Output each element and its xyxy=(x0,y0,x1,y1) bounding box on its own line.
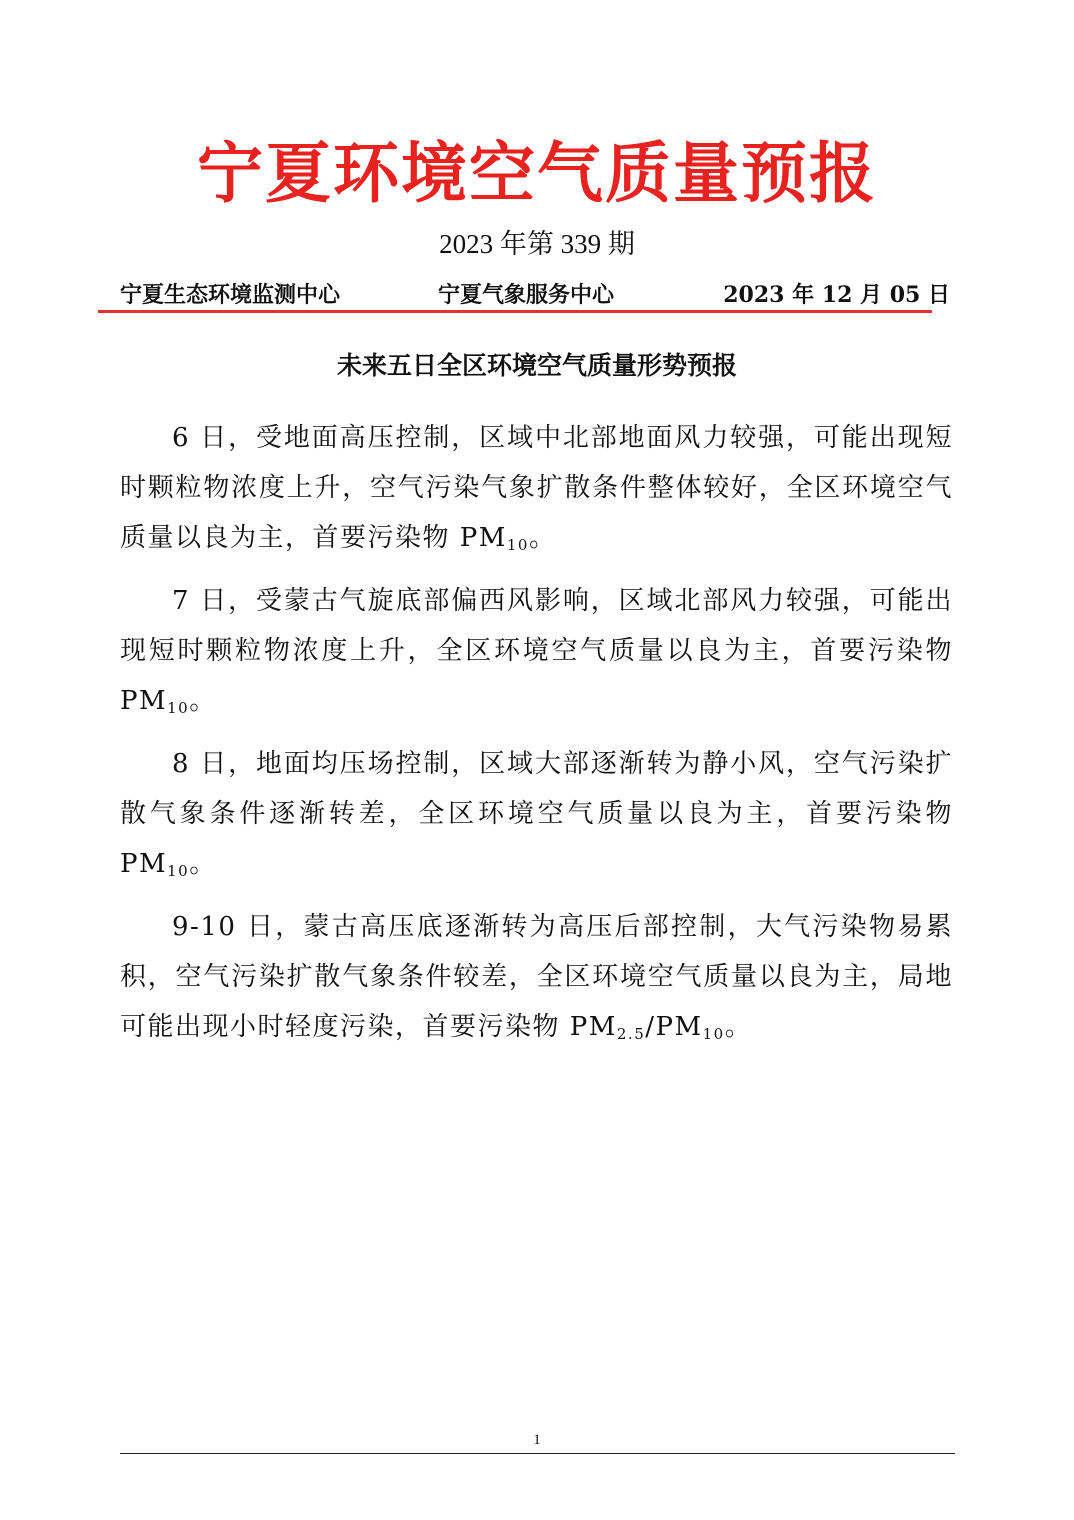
forecast-paragraph-day8: 8 日，地面均压场控制，区域大部逐渐转为静小风，空气污染扩散气象条件逐渐转差，全区环境空气质量以良为主，首要污染物$PM_{10}$。 xyxy=(120,749,953,880)
page-number: 1 xyxy=(533,1432,541,1448)
forecast-body xyxy=(120,413,953,1065)
header-divider xyxy=(98,310,932,313)
forecast-paragraph-day6: 6 日，受地面高压控制，区域中北部地面风力较强，可能出现短时颗粒物浓度上升，空气污染气象扩散条件整体较好，全区环境空气质量以良为主，首要污染物 $PM_{10}$。 xyxy=(120,423,953,554)
section-title: 未来五日全区环境空气质量形势预报 xyxy=(336,351,737,380)
issuing-org-meteorological-center: 宁夏气象服务中心 xyxy=(438,282,615,308)
report-title: 宁夏环境空气质量预报 xyxy=(197,134,877,212)
issue-date: 2023 年 12 月 05 日 xyxy=(723,282,950,308)
issue-number: 2023 年第 339 期 xyxy=(439,229,635,259)
forecast-paragraph-day9-10: 9-10 日，蒙古高压底逐渐转为高压后部控制，大气污染物易累积，空气污染扩散气象条件较差，全区环境空气质量以良为主，局地可能出现小时轻度污染，首要污染物 $PM_{2.5}/PM_{10}$。 xyxy=(120,912,953,1043)
forecast-paragraph-day7: 7 日，受蒙古气旋底部偏西风影响，区域北部风力较强，可能出现短时颗粒物浓度上升，全区环境空气质量以良为主，首要污染物 $PM_{10}$。 xyxy=(120,586,953,717)
footer-divider xyxy=(120,1453,955,1454)
issuing-org-monitoring-center: 宁夏生态环境监测中心 xyxy=(120,282,341,308)
byline xyxy=(120,278,950,314)
